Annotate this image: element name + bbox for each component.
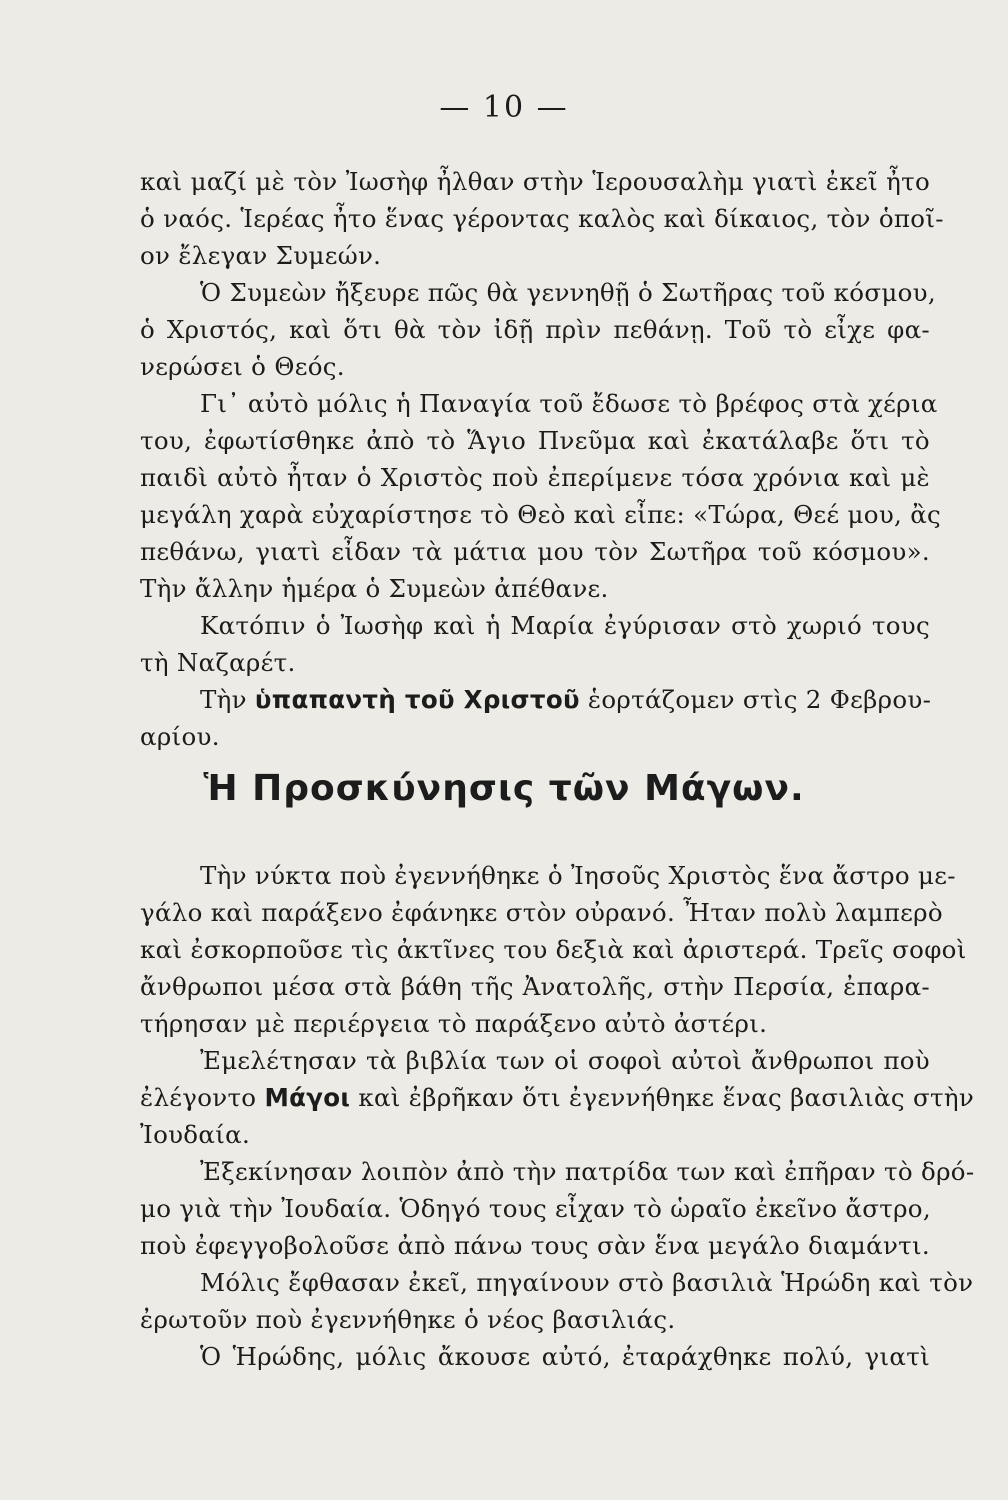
text-line: Ἐμελέτησαν τὰ βιβλία των οἱ σοφοὶ αὐτοὶ ἄνθρωποι ποὺ (200, 1046, 930, 1075)
text-line: Μόλις ἔφθασαν ἐκεῖ, πηγαίνουν στὸ βασιλιὰ Ἡρώδη καὶ τὸν (200, 1268, 974, 1297)
text-line: αρίου. (140, 722, 220, 751)
text-line: ἄνθρωποι μέσα στὰ βάθη τῆς Ἀνατολῆς, στὴν Περσία, ἐπαρα- (140, 972, 930, 1001)
text-line: Ἰουδαία. (140, 1120, 251, 1149)
text-line: νερώσει ὁ Θεός. (140, 352, 345, 381)
magi-bold: Μάγοι (264, 1083, 351, 1112)
text-line: καὶ ἐσκορποῦσε τὶς ἀκτῖνες του δεξιὰ καὶ ἀριστερά. Τρεῖς σοφοὶ (140, 935, 967, 964)
feast-pre: Τὴν (200, 685, 247, 714)
text-line: Ἐξεκίνησαν λοιπὸν ἀπὸ τὴν πατρίδα των καὶ ἐπῆραν τὸ δρό- (200, 1157, 975, 1186)
text-line: ὁ Χριστός, καὶ ὅτι θὰ τὸν ἰδῇ πρὶν πεθάνῃ. Τοῦ τὸ εἶχε φα- (140, 315, 930, 344)
text-line: παιδὶ αὐτὸ ἦταν ὁ Χριστὸς ποὺ ἐπερίμενε τόσα χρόνια καὶ μὲ (140, 463, 930, 492)
page-number: — 10 — (439, 90, 569, 125)
text-line: πεθάνω, γιατὶ εἶδαν τὰ μάτια μου τὸν Σωτῆρα τοῦ κόσμου». (140, 537, 930, 566)
feast-bold: ὑπαπαντὴ τοῦ Χριστοῦ (254, 685, 580, 714)
text-line: μεγάλη χαρὰ εὐχαρίστησε τὸ Θεὸ καὶ εἶπε: «Τώρα, Θεέ μου, ἂς (140, 500, 942, 529)
text-line: Ὁ Συμεὼν ἤξευρε πῶς θὰ γεννηθῇ ὁ Σωτῆρας τοῦ κόσμου, (200, 278, 936, 307)
feast-post: ἑορτάζομεν στὶς 2 Φεβρου- (587, 685, 932, 714)
text-line: Γι᾿ αὐτὸ μόλις ἡ Παναγία τοῦ ἔδωσε τὸ βρέφος στὰ χέρια (200, 389, 938, 418)
text-line: τὴ Ναζαρέτ. (140, 648, 296, 677)
text-line: ποὺ ἐφεγγοβολοῦσε ἀπὸ πάνω τους σὰν ἕνα μεγάλο διαμάντι. (140, 1231, 930, 1260)
magi-line (140, 1080, 975, 1116)
text-line: γάλο καὶ παράξενο ἐφάνηκε στὸν οὐρανό. Ἦταν πολὺ λαμπερὸ (140, 898, 943, 927)
section-heading: Ἡ Προσκύνησις τῶν Μάγων. (203, 768, 805, 809)
magi-pre: ἐλέγοντο (140, 1083, 257, 1112)
feast-line (200, 682, 930, 718)
text-line: Τὴν ἄλλην ἡμέρα ὁ Συμεὼν ἀπέθανε. (140, 574, 609, 603)
text-line: μο γιὰ τὴν Ἰουδαία. Ὁδηγό τους εἶχαν τὸ ὡραῖο ἐκεῖνο ἄστρο, (140, 1194, 931, 1223)
text-line: του, ἐφωτίσθηκε ἀπὸ τὸ Ἅγιο Πνεῦμα καὶ ἐκατάλαβε ὅτι τὸ (140, 426, 930, 455)
text-line: καὶ μαζί μὲ τὸν Ἰωσὴφ ἦλθαν στὴν Ἱερουσαλὴμ γιατὶ ἐκεῖ ἦτο (140, 167, 930, 196)
text-line: Τὴν νύκτα ποὺ ἐγεννήθηκε ὁ Ἰησοῦς Χριστὸς ἕνα ἄστρο με- (200, 861, 956, 890)
text-line: ὁ ναός. Ἱερέας ἦτο ἕνας γέροντας καλὸς καὶ δίκαιος, τὸν ὁποῖ- (140, 204, 944, 233)
text-line: Ὁ Ἡρώδης, μόλις ἄκουσε αὐτό, ἐταράχθηκε πολύ, γιατὶ (200, 1342, 930, 1371)
text-line: τήρησαν μὲ περιέργεια τὸ παράξενο αὐτὸ ἀστέρι. (140, 1009, 768, 1038)
magi-post: καὶ ἐβρῆκαν ὅτι ἐγεννήθηκε ἕνας βασιλιὰς στὴν (358, 1083, 975, 1112)
text-line: ἐρωτοῦν ποὺ ἐγεννήθηκε ὁ νέος βασιλιάς. (140, 1305, 676, 1334)
text-line: Κατόπιν ὁ Ἰωσὴφ καὶ ἡ Μαρία ἐγύρισαν στὸ χωριό τους (200, 611, 930, 640)
text-line: ον ἔλεγαν Συμεών. (140, 241, 382, 270)
